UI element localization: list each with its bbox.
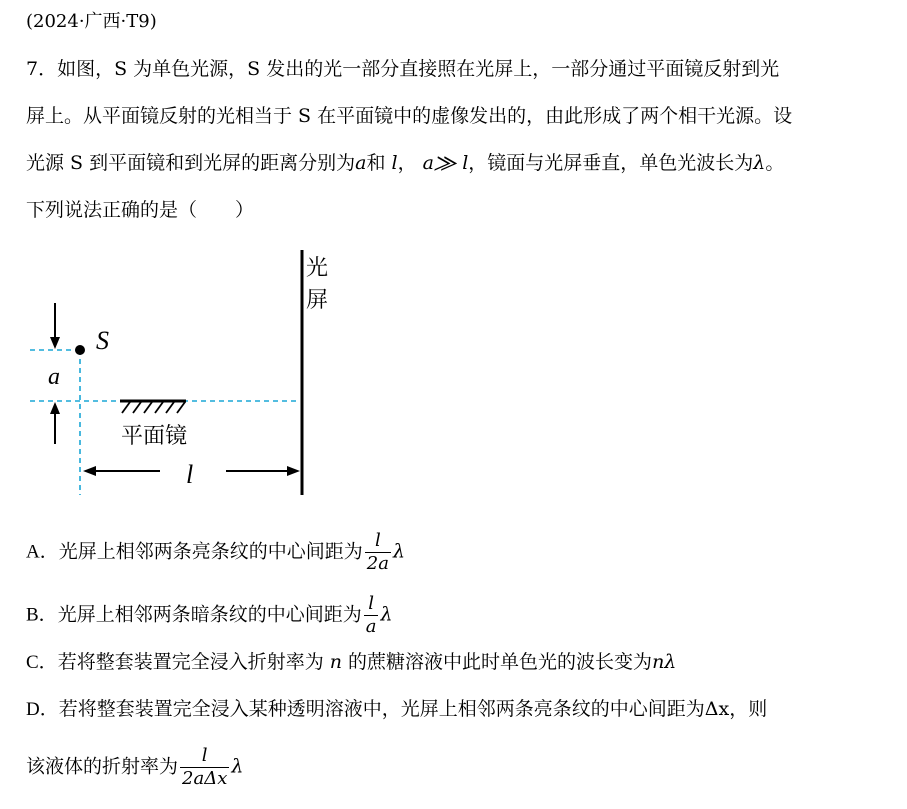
var-lambda: λ [753,152,766,174]
option-d-fraction: $\frac{l}{\text{2aΔx}}$ [182,745,228,789]
question-line-1: 7．如图，S 为单色光源，S 发出的光一部分直接照在光屏上，一部分通过平面镜反射到光 [26,58,780,80]
comma: ， [397,152,417,174]
question-source: (2024·广西·T9) [26,11,157,32]
option-c-text: 若将整套装置完全浸入折射率为 [57,651,324,673]
a-label: a [48,364,60,390]
mirror-label: 平面镜 [121,424,188,449]
question-line-2: 屏上。从平面镜反射的光相当于 S 在平面镜中的虚像发出的，由此形成了两个相干光源。设 [26,105,793,127]
option-c-tail: nλ [652,651,677,673]
period: 。 [765,152,785,174]
option-b[interactable] [26,593,392,638]
word-he: 和 [366,152,386,174]
source-label: S [96,326,109,355]
option-d-letter: D． [26,699,59,720]
l-arrow-left-icon [83,466,96,476]
option-d-post: ，则 [729,698,768,720]
relation-a-l: a⨠ l [422,152,469,174]
option-c-mid: 的蔗糖溶液中此时单色光的波长变为 [348,651,653,673]
option-d[interactable] [26,697,767,722]
line3-post: ，镜面与光屏垂直，单色光波长为 [468,152,754,174]
option-a-letter: A． [26,541,59,563]
option-a-lambda: λ [392,540,405,563]
option-d-dx: Δx [704,698,730,720]
option-c[interactable] [26,650,676,675]
optics-diagram [0,245,360,505]
a-arrow-up-icon [50,402,60,414]
option-b-letter: B． [26,604,58,626]
option-c-n: n [329,651,342,673]
option-a-text: 光屏上相邻两条亮条纹的中心间距为 [58,540,363,563]
a-arrow-down-icon [50,337,60,349]
question-line-4: 下列说法正确的是（ ） [26,199,255,221]
option-d2-text: 该液体的折射率为 [26,755,179,778]
l-label: l [186,460,194,489]
mirror-hatch [122,402,185,413]
screen-label-2: 屏 [306,288,329,313]
option-d-lambda: λ [231,755,244,778]
option-b-text: 光屏上相邻两条暗条纹的中心间距为 [57,603,362,626]
line3-pre: 光源 S 到平面镜和到光屏的距离分别为 [26,152,356,174]
l-arrow-right-icon [287,466,300,476]
option-a-fraction: $\frac{l}{2a}$ [366,530,389,574]
option-d-line-2 [26,745,243,790]
option-b-fraction: $\frac{l}{a}$ [365,593,377,637]
option-c-letter: C． [26,652,58,673]
screen-label-1: 光 [306,256,329,281]
question-line-3 [26,151,784,175]
option-b-lambda: λ [380,603,393,626]
option-d-text: 若将整套装置完全浸入某种透明溶液中，光屏上相邻两条亮条纹的中心间距为 [58,698,705,720]
var-a: a [355,152,367,174]
light-source-dot [75,345,85,355]
var-l: l [391,152,398,174]
option-a[interactable] [26,530,405,575]
